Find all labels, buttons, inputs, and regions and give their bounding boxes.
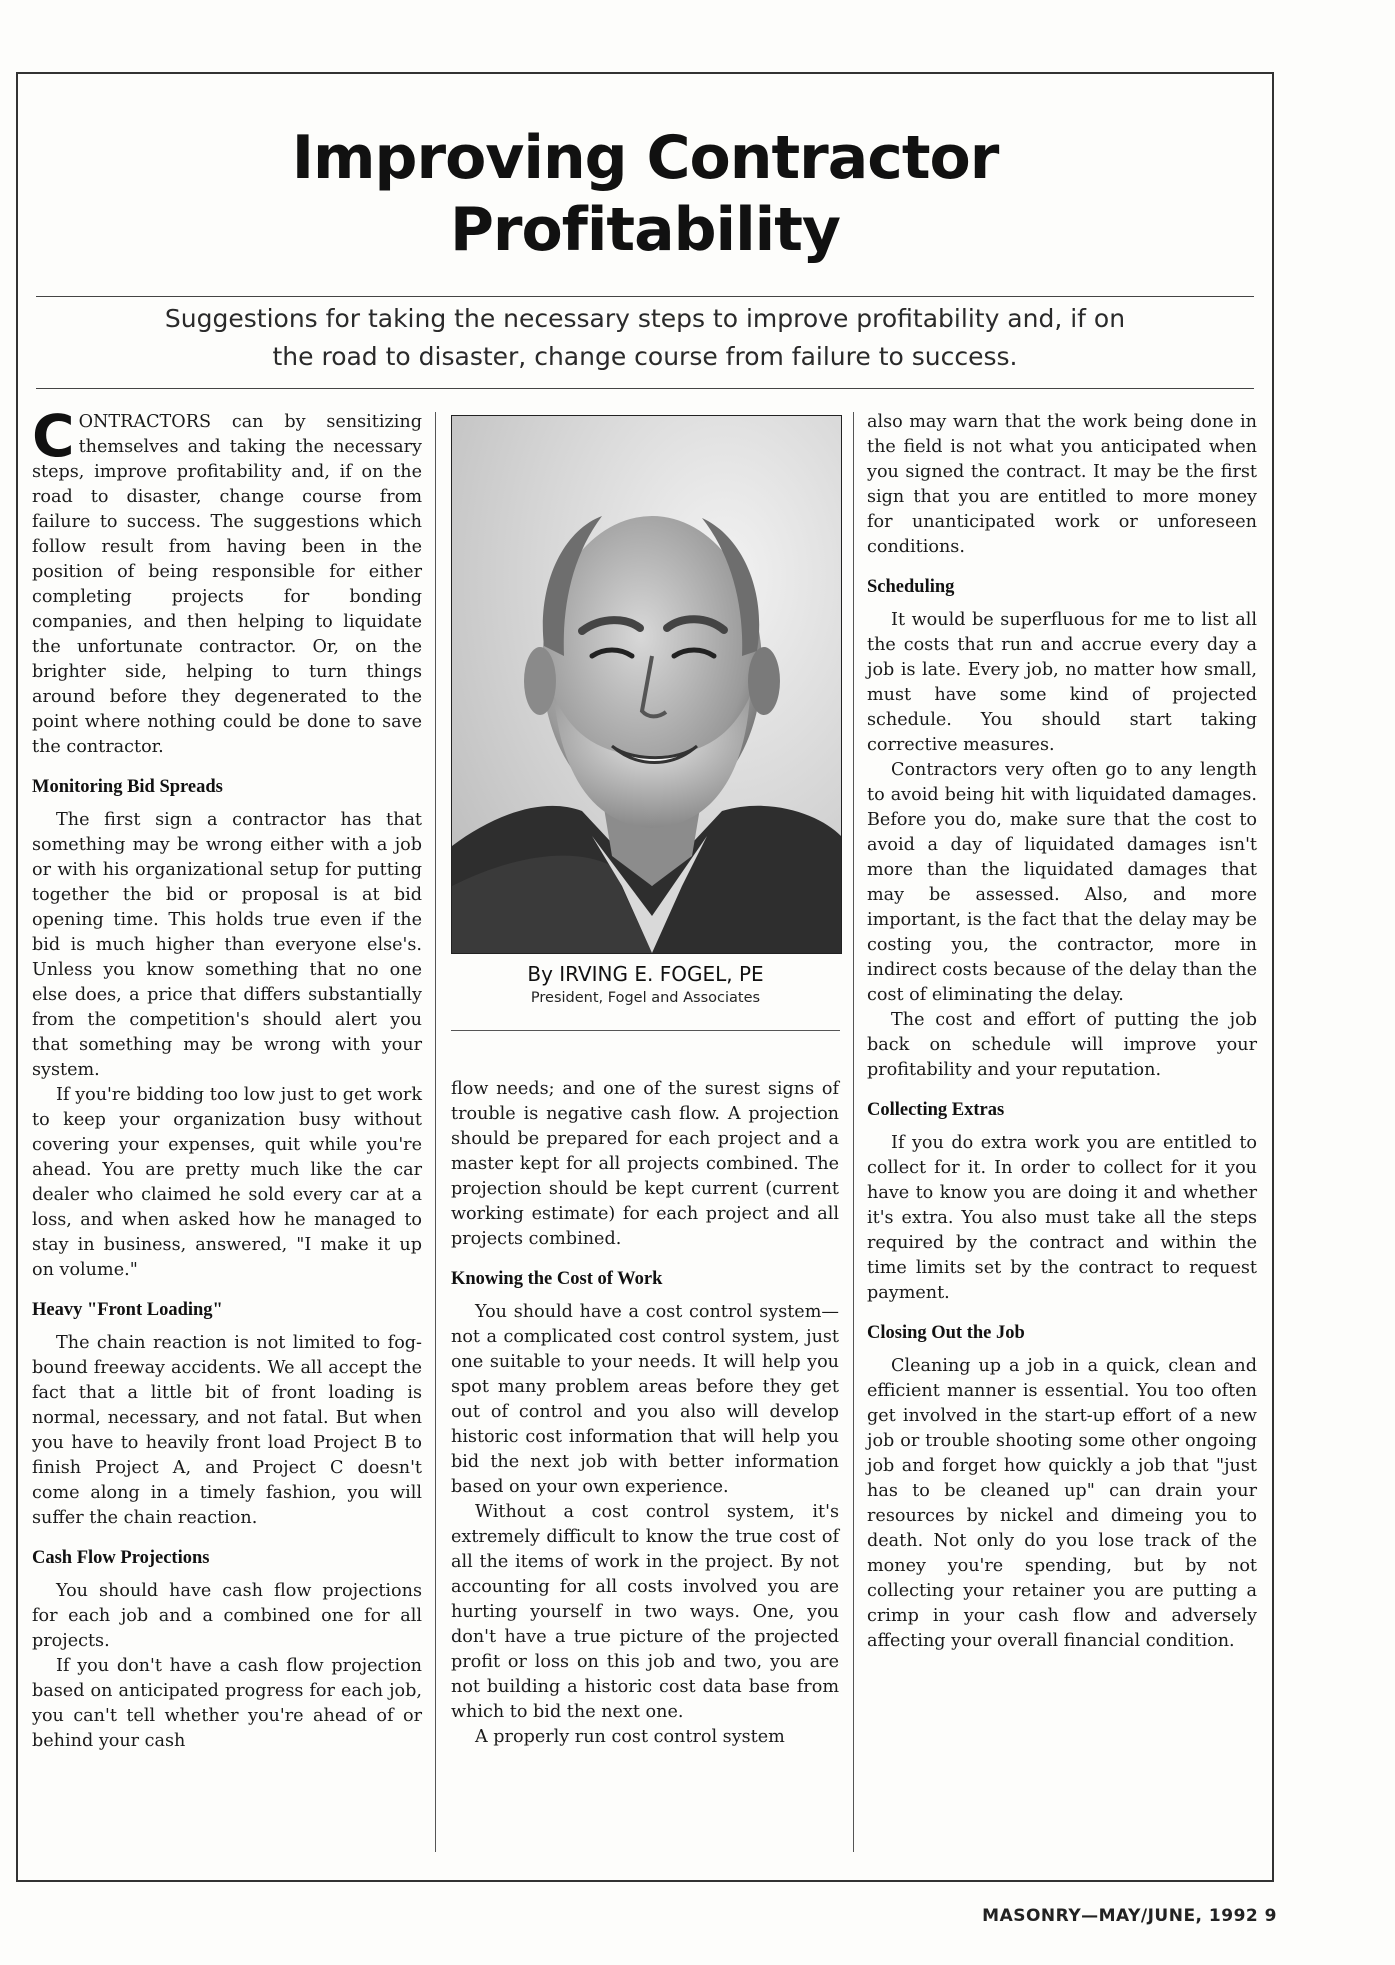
paragraph: A properly run cost control system xyxy=(475,1727,785,1747)
intro-paragraph xyxy=(32,402,422,760)
paragraph: If you do extra work you are entitled to collect for it. In order to collect for it you have to know you are doing it and whether it's extra. You also must take all the steps required by the contract and within the time limits set by the contract to request payment. xyxy=(867,1133,1257,1303)
column-1 xyxy=(32,402,422,1754)
subtitle-line-2: the road to disaster, change course from failure to success. xyxy=(272,342,1018,371)
column-2 xyxy=(451,1077,839,1750)
heading-cash-flow-projections: Cash Flow Projections xyxy=(32,1548,210,1568)
paragraph: You should have a cost control system—not a complicated cost control system, just one suitable to your needs. It will help you spot many problem areas before they get out of control and you also will develop historic cost information that will help you bid the next job with better information based on your own experience. xyxy=(451,1302,839,1497)
paragraph: If you don't have a cash flow projection based on anticipated progress for each job, you can't tell whether you're ahead of or behind your cash xyxy=(32,1656,422,1751)
heading-knowing-cost-of-work: Knowing the Cost of Work xyxy=(451,1269,663,1289)
column-divider-right xyxy=(853,412,854,1852)
title-line-2: Profitability xyxy=(449,195,841,265)
author-photo xyxy=(451,415,842,954)
subtitle-divider xyxy=(36,388,1254,389)
paragraph: flow needs; and one of the surest signs of trouble is negative cash flow. A projection should be prepared for each project and a master kept for all projects combined. The projection should be kept current (current working estimate) for each project and all projects combined. xyxy=(451,1079,839,1249)
paragraph: If you're bidding too low just to get work to keep your organization busy without covering your expenses, quit while you're ahead. You are pretty much like the car dealer who claimed he sold every car at a loss, and when asked how he managed to stay in business, answered, "I make it up on volume." xyxy=(32,1085,422,1280)
heading-scheduling: Scheduling xyxy=(867,577,955,597)
paragraph: You should have cash flow projections for each job and a combined one for all projects. xyxy=(32,1581,422,1651)
article-subtitle xyxy=(36,300,1254,376)
subtitle-line-1: Suggestions for taking the necessary steps to improve profitability and, if on xyxy=(164,304,1126,333)
author-byline: By IRVING E. FOGEL, PE xyxy=(527,962,764,986)
heading-closing-out-job: Closing Out the Job xyxy=(867,1323,1025,1343)
intro-text: ONTRACTORS can by sensitizing themselves and taking the necessary steps, improve profitability and, if on the road to disaster, change course from failure to success. The suggestions which follow result from having been in the position of being responsible for either completing projects for bonding companies, and then helping to liquidate the unfortunate contractor. Or, on the brighter side, helping to turn things around before they degenerated to the point where nothing could be done to save the contractor. xyxy=(32,412,422,757)
page-footer: MASONRY—MAY/JUNE, 1992 9 xyxy=(982,1906,1277,1926)
byline-divider xyxy=(451,1030,840,1031)
paragraph: Without a cost control system, it's extremely difficult to know the true cost of all the items of work in the project. By not accounting for all costs involved you are hurting yourself in two ways. One, you don't have a true picture of the projected profit or loss on this job and two, you are not building a historic cost data base from which to bid the next one. xyxy=(451,1502,839,1722)
heading-collecting-extras: Collecting Extras xyxy=(867,1100,1005,1120)
drop-cap: C xyxy=(32,402,75,470)
paragraph: Contractors very often go to any length to avoid being hit with liquidated damages. Before you do, make sure that the cost to avoid a day of liquidated damages isn't more than the liquidated damages that may be assessed. Also, and more important, is the fact that the delay may be costing you, the contractor, more in indirect costs because of the delay than the cost of eliminating the delay. xyxy=(867,760,1257,1005)
author-portrait-illustration xyxy=(452,416,841,953)
author-title: President, Fogel and Associates xyxy=(530,990,761,1006)
paragraph: It would be superfluous for me to list all the costs that run and accrue every day a job is late. Every job, no matter how small, must have some kind of projected schedule. You should start taking corrective measures. xyxy=(867,610,1257,755)
paragraph: The cost and effort of putting the job back on schedule will improve your profitability and your reputation. xyxy=(867,1010,1257,1080)
article-title xyxy=(36,122,1254,266)
heading-heavy-front-loading: Heavy "Front Loading" xyxy=(32,1300,223,1320)
paragraph: The chain reaction is not limited to fog-bound freeway accidents. We all accept the fact that a little bit of front loading is normal, necessary, and not fatal. But when you have to heavily front load Project B to finish Project A, and Project C doesn't come along in a timely fashion, you will suffer the chain reaction. xyxy=(32,1333,422,1528)
paragraph: Cleaning up a job in a quick, clean and efficient manner is essential. You too often get involved in the start-up effort of a new job or trouble shooting some other ongoing job and forget how quickly a job that "just has to be cleaned up" can drain your resources by nickel and dimeing you to death. Not only do you lose track of the money you're spending, but by not collecting your retainer you are putting a crimp in your cash flow and adversely affecting your overall financial condition. xyxy=(867,1356,1257,1651)
title-line-1: Improving Contractor xyxy=(291,123,999,193)
title-divider xyxy=(36,296,1254,297)
column-divider-left xyxy=(435,412,436,1852)
column-3 xyxy=(867,410,1257,1654)
paragraph: The first sign a contractor has that something may be wrong either with a job or with his organizational setup for putting together the bid or proposal is at bid opening time. This holds true even if the bid is much higher than everyone else's. Unless you know something that no one else does, a price that differs substantially from the competition's should alert you that something may be wrong with your system. xyxy=(32,810,422,1080)
heading-monitoring-bid-spreads: Monitoring Bid Spreads xyxy=(32,777,223,797)
paragraph: also may warn that the work being done in the field is not what you anticipated when you signed the contract. It may be the first sign that you are entitled to more money for unanticipated work or unforeseen conditions. xyxy=(867,412,1257,557)
